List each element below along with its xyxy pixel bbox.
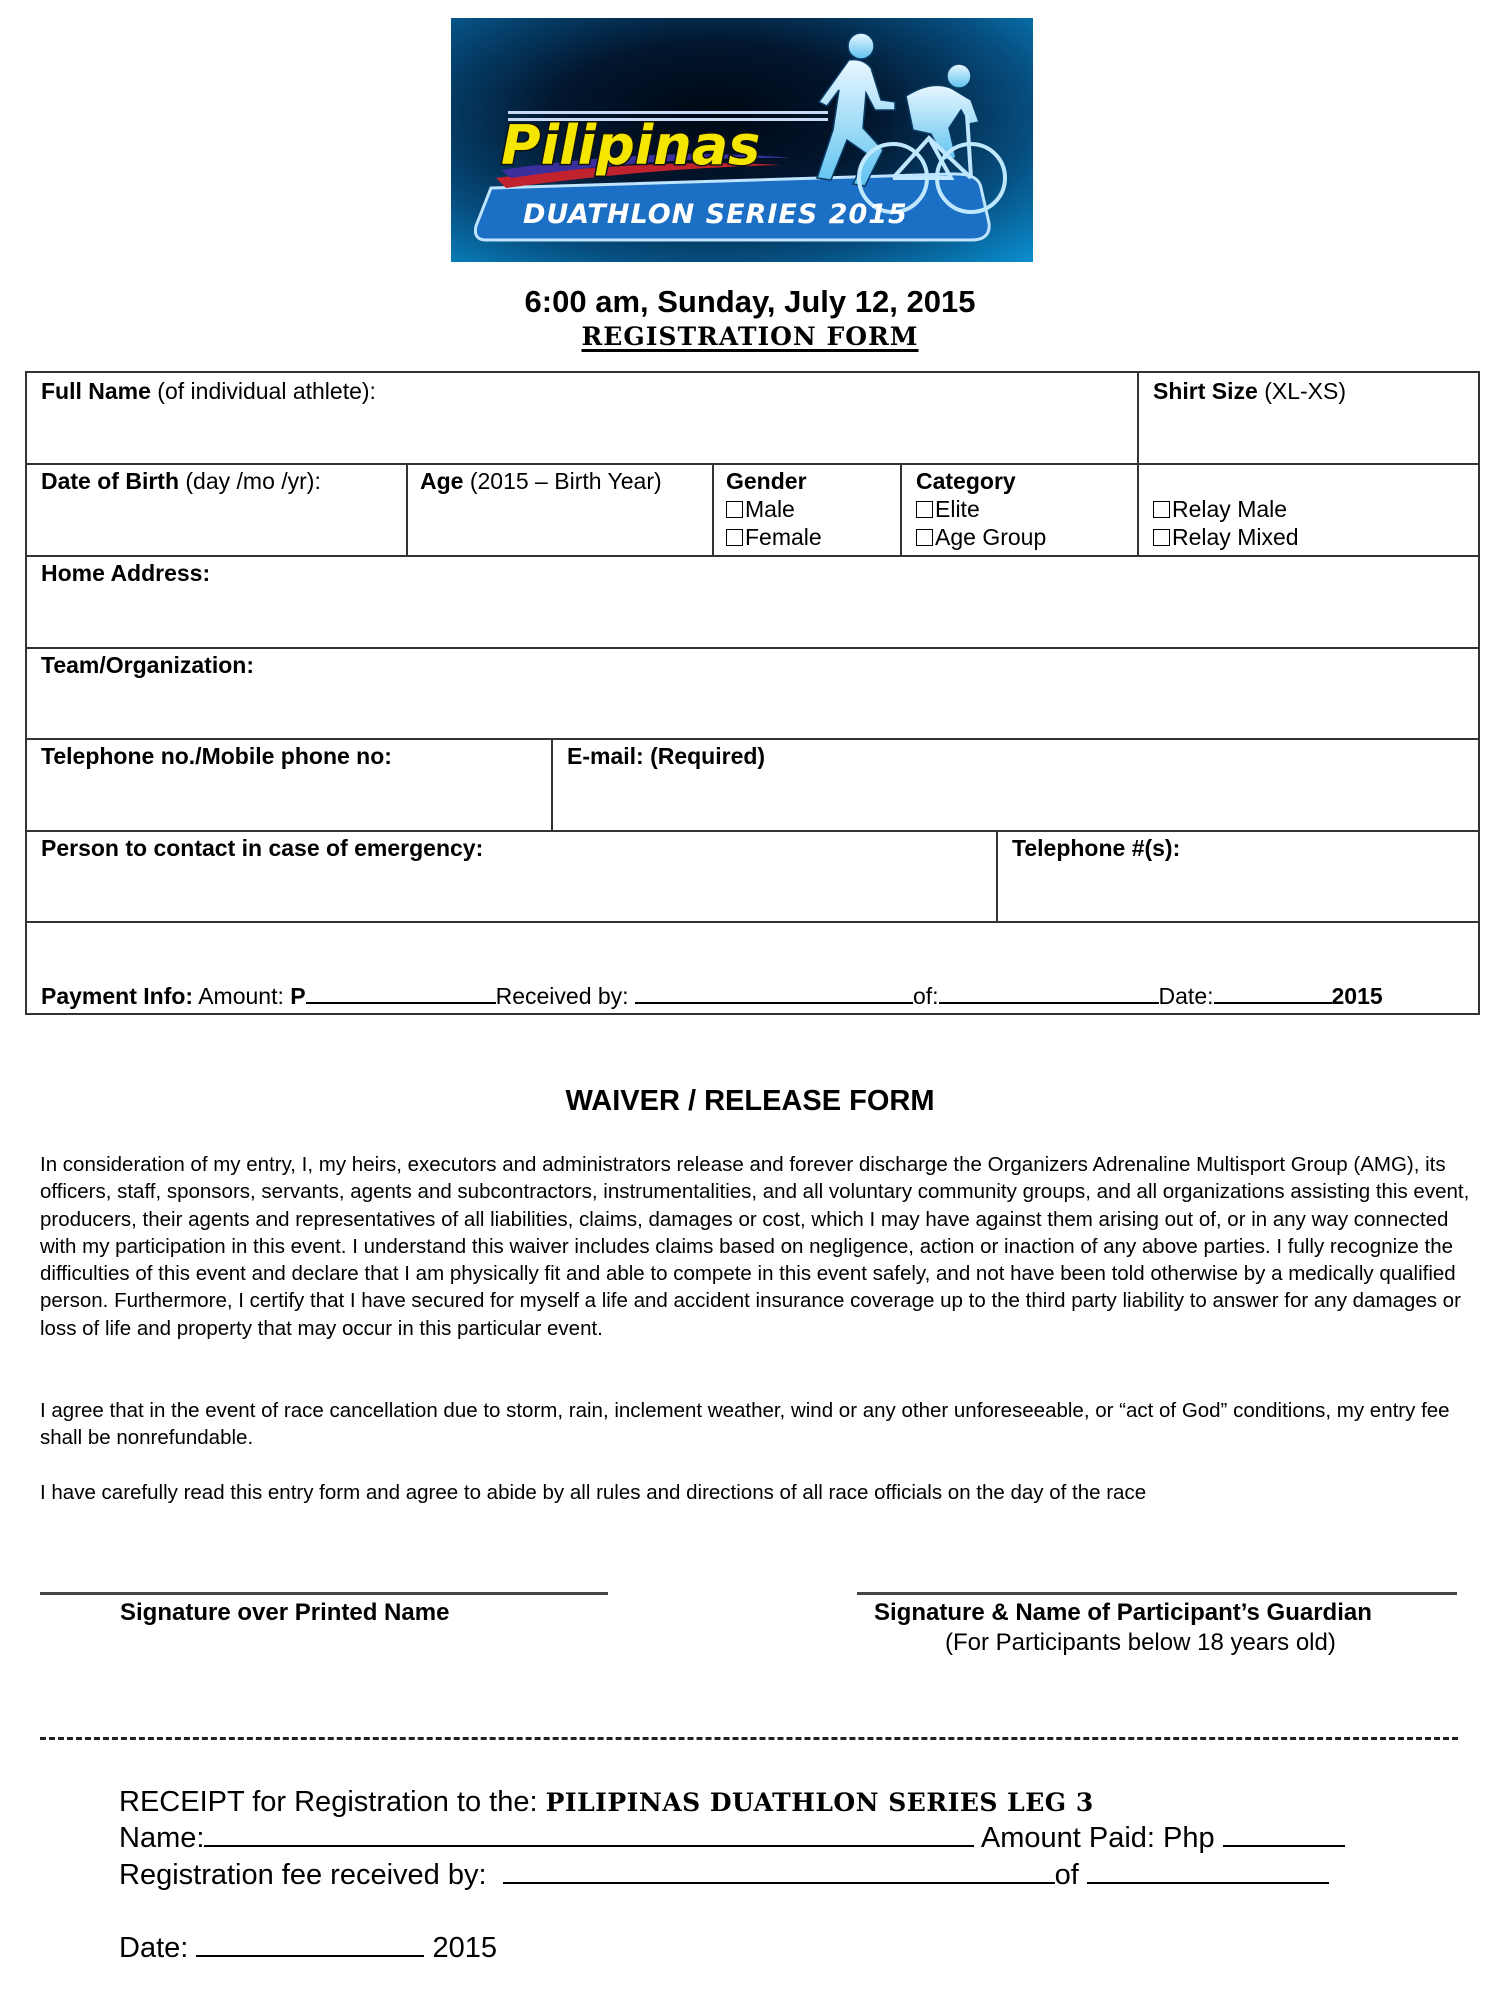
guardian-signature-line[interactable] [857, 1592, 1457, 1595]
relay-option-male[interactable]: Relay Male [1153, 495, 1299, 523]
receipt-received-label: Registration fee received by: [119, 1859, 487, 1891]
received-by-blank[interactable] [635, 1001, 913, 1004]
gender-option-male[interactable]: Male [726, 495, 822, 523]
amount-label: Amount: [193, 983, 291, 1009]
receipt-received-blank[interactable] [503, 1881, 1055, 1884]
emergency-phone-field[interactable] [996, 830, 1480, 923]
receipt-of-blank[interactable] [1087, 1881, 1329, 1884]
checkbox-icon[interactable] [1153, 529, 1170, 546]
athlete-signature-line[interactable] [40, 1592, 608, 1595]
emergency-contact-field[interactable] [25, 830, 998, 923]
event-logo [451, 18, 1033, 262]
of-blank[interactable] [939, 1001, 1159, 1004]
guardian-note: (For Participants below 18 years old) [945, 1629, 1336, 1656]
receipt-name-row [119, 1820, 1345, 1856]
form-title-text: REGISTRATION FORM [581, 322, 919, 351]
payment-info-row [25, 921, 1480, 1015]
telephone-field[interactable] [25, 738, 553, 832]
receipt-date-blank[interactable] [196, 1954, 424, 1957]
receipt-year: 2015 [432, 1932, 497, 1964]
full-name-label: Full Name (of individual athlete): [41, 378, 376, 404]
agreement-paragraph: I have carefully read this entry form and agree to abide by all rules and directions of all race officials on the day of the race [40, 1481, 1147, 1504]
receipt-amount-blank[interactable] [1223, 1844, 1345, 1847]
home-address-label: Home Address: [41, 560, 211, 586]
payment-year: 2015 [1331, 983, 1383, 1009]
telephone-label: Telephone no./Mobile phone no: [41, 743, 392, 769]
received-by-label: Received by: [495, 983, 629, 1009]
age-label: Age (2015 – Birth Year) [420, 468, 662, 494]
email-label: E-mail: (Required) [567, 743, 766, 769]
receipt-date-row [119, 1930, 497, 1966]
logo-subtitle: DUATHLON SERIES 2015 [523, 199, 908, 230]
gender-option-female[interactable]: Female [726, 523, 822, 551]
checkbox-icon[interactable] [1153, 501, 1170, 518]
emergency-phone-label: Telephone #(s): [1012, 835, 1181, 861]
gender-field [712, 463, 902, 557]
relay-group [1153, 495, 1299, 551]
checkbox-icon[interactable] [726, 501, 743, 518]
waiver-paragraph: In consideration of my entry, I, my heirs, executors and administrators release and forever discharge the Organizers Adrenaline Multisport Group (AMG), its officers, staff, sponsors, servants, agents and subcontractors, instrumentalities, and all voluntary community groups, and all organizations assisting this event, producers, their agents and representatives of all liabilities, claims, damages or cost, which I may have against them arising out of, or in any way connected with my participation in this event. I understand this waiver includes claims based on negligence, action or inaction of any above parties. I fully recognize the difficulties of this event and declare that I am physically fit and able to compete in this event safely, and not have been told otherwise by a medically qualified person. Furthermore, I certify that I have secured for myself a life and accident insurance coverage up to the third party liability to answer for any damages or loss of life and property that may occur in this particular event. [40, 1153, 1470, 1340]
runner-silhouette-icon [817, 33, 895, 186]
date-label: Date: [1158, 983, 1214, 1009]
gender-label: Gender [726, 468, 807, 494]
emergency-contact-label: Person to contact in case of emergency: [41, 835, 484, 861]
date-of-birth-field[interactable] [25, 463, 408, 557]
category-option-elite[interactable]: Elite [916, 495, 1046, 523]
currency-symbol: P [290, 983, 306, 1009]
receipt-name-blank[interactable] [204, 1844, 974, 1847]
of-label: of: [912, 983, 939, 1009]
date-of-birth-label: Date of Birth (day /mo /yr): [41, 468, 321, 494]
checkbox-icon[interactable] [916, 501, 933, 518]
category-group [916, 467, 1046, 551]
email-field[interactable] [551, 738, 1480, 832]
team-field[interactable] [25, 647, 1480, 740]
shirt-size-field[interactable] [1137, 371, 1480, 465]
shirt-size-label: Shirt Size (XL-XS) [1153, 378, 1346, 404]
event-datetime: 6:00 am, Sunday, July 12, 2015 [524, 284, 976, 319]
checkbox-icon[interactable] [916, 529, 933, 546]
payment-label: Payment Info: [41, 983, 194, 1009]
amount-blank[interactable] [306, 1001, 496, 1004]
receipt-amount-label: Amount Paid: Php [980, 1822, 1215, 1854]
guardian-signature-label: Signature & Name of Participant’s Guardian [874, 1599, 1372, 1626]
category-label: Category [916, 468, 1016, 494]
receipt-date-label: Date: [119, 1932, 189, 1964]
date-blank[interactable] [1214, 1001, 1332, 1004]
relay-field [1137, 463, 1480, 557]
athlete-signature-label: Signature over Printed Name [120, 1599, 450, 1626]
receipt-event-name: PILIPINAS DUATHLON SERIES LEG 3 [545, 1788, 1094, 1817]
logo-graphic [451, 18, 1033, 262]
logo-wordmark: Pilipinas [501, 114, 761, 177]
form-title [0, 322, 1500, 351]
receipt-heading: RECEIPT for Registration to the: PILIPINAS DUATHLON SERIES LEG 3 [119, 1786, 1094, 1818]
receipt-received-row [119, 1857, 1329, 1893]
category-option-age-group[interactable]: Age Group [916, 523, 1046, 551]
cut-line-divider [40, 1737, 1458, 1740]
receipt-of-label: of [1054, 1859, 1079, 1891]
team-label: Team/Organization: [41, 652, 254, 678]
payment-info [41, 982, 1383, 1010]
full-name-field[interactable] [25, 371, 1139, 465]
home-address-field[interactable] [25, 555, 1480, 649]
gender-group [726, 467, 822, 551]
relay-option-mixed[interactable]: Relay Mixed [1153, 523, 1299, 551]
category-field [900, 463, 1139, 557]
receipt-name-label: Name: [119, 1822, 205, 1854]
waiver-title: WAIVER / RELEASE FORM [565, 1085, 935, 1117]
age-field[interactable] [406, 463, 714, 557]
cancellation-paragraph: I agree that in the event of race cancellation due to storm, rain, inclement weather, wind or any other unforeseeable, or “act of God” conditions, my entry fee shall be nonrefundable. [40, 1399, 1450, 1450]
checkbox-icon[interactable] [726, 529, 743, 546]
